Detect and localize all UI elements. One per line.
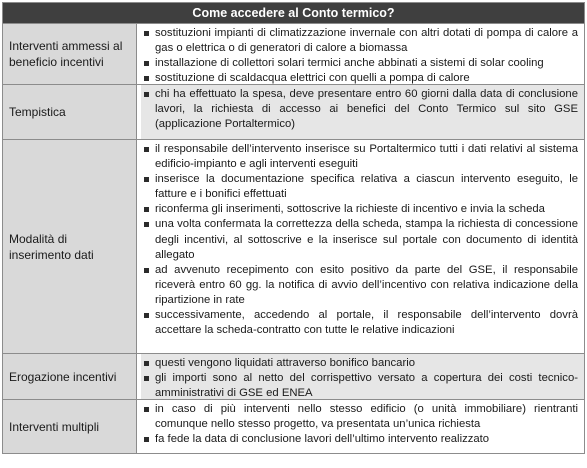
list-item: il responsabile dell’intervento inserisce su Portaltermico tutti i dati relativi al sistema edificio-impianto e agli interventi eseguiti <box>143 142 578 172</box>
table-row-modalita <box>3 140 584 354</box>
table-row-interventi-ammessi <box>3 24 584 85</box>
list-item: una volta confermata la correttezza della scheda, stampa la richiesta di concessione degli incentivi, al sottoscrive e la inserisce sul portale con documento di identità allegato <box>143 217 578 262</box>
list-item: chi ha effettuato la spesa, deve presentare entro 60 giorni dalla data di conclusione lavori, la richiesta di accesso ai benefici del Conto Termico sul sito GSE (applicazione Portaltermico) <box>143 87 578 132</box>
row-label: Erogazione incentivi <box>3 354 137 399</box>
list-item: in caso di più interventi nello stesso edificio (o unità immobiliare) rientranti comunque nello stesso progetto, va presentata un’unica richiesta <box>143 402 578 432</box>
row-label: Modalità di inserimento dati <box>3 140 137 353</box>
row-content <box>137 85 584 139</box>
list-item: gli importi sono al netto del corrispettivo versato a copertura dei costi tecnico-amministrativi di GSE ed ENEA <box>143 371 578 401</box>
list-item: ad avvenuto recepimento con esito positivo da parte del GSE, il responsabile riceverà entro 60 gg. la notifica di avvio dell’incentivo con relativa indicazione della ripartizione in rate <box>143 263 578 308</box>
row-content <box>137 140 584 353</box>
list-item: riconferma gli inserimenti, sottoscrive la richieste di incentivo e invia la scheda <box>143 202 578 217</box>
list-item: sostituzioni impianti di climatizzazione invernale con altri dotati di pompa di calore a gas o elettrica o di generatori di calore a biomassa <box>143 26 578 56</box>
bullet-list <box>143 142 578 338</box>
table-title: Come accedere al Conto termico? <box>3 3 584 24</box>
bullet-list <box>143 87 578 132</box>
bullet-list <box>143 26 578 86</box>
list-item: sostituzione di scaldacqua elettrici con quelli a pompa di calore <box>143 71 578 86</box>
bullet-list <box>143 356 578 401</box>
row-content <box>137 400 584 453</box>
table-row-erogazione <box>3 354 584 400</box>
table-row-tempistica <box>3 85 584 140</box>
row-content <box>137 354 584 399</box>
list-item: installazione di collettori solari termici anche abbinati a sistemi di solar cooling <box>143 56 578 71</box>
table-row-interventi-multipli <box>3 400 584 453</box>
list-item: successivamente, accedendo al portale, il responsabile dell’intervento dovrà accettare la scheda-contratto con tutte le relative indicazioni <box>143 308 578 338</box>
row-label: Tempistica <box>3 85 137 139</box>
row-label: Interventi multipli <box>3 400 137 453</box>
list-item: inserisce la documentazione specifica relativa a ciascun intervento eseguito, le fatture e i bonifici effettuati <box>143 172 578 202</box>
list-item: fa fede la data di conclusione lavori dell’ultimo intervento realizzato <box>143 432 578 447</box>
info-table <box>2 2 585 454</box>
row-content <box>137 24 584 84</box>
list-item: questi vengono liquidati attraverso bonifico bancario <box>143 356 578 371</box>
bullet-list <box>143 402 578 447</box>
row-label: Interventi ammessi al beneficio incentivi <box>3 24 137 84</box>
